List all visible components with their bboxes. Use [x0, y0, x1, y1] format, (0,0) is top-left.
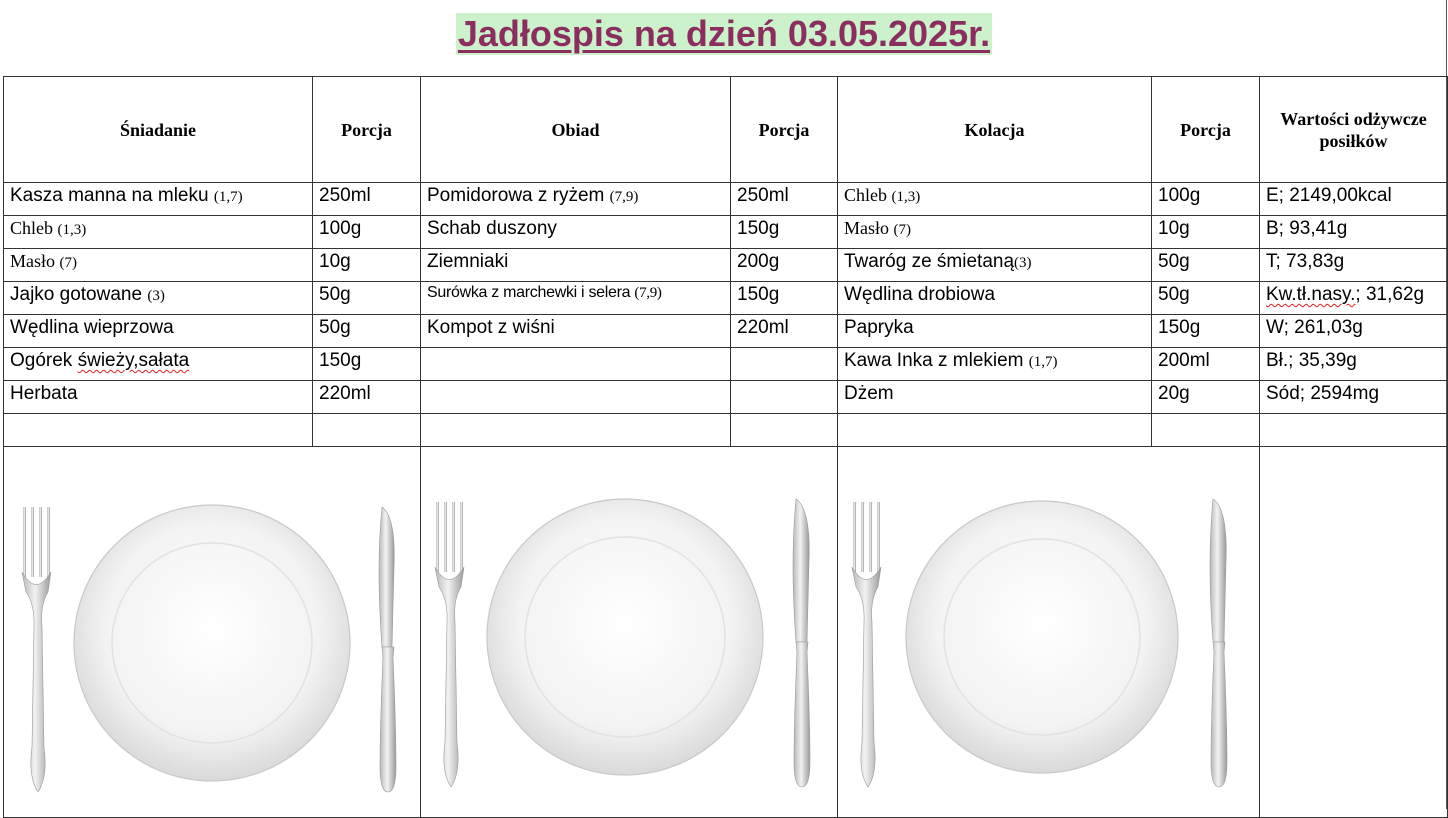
table-setting-image: [421, 447, 838, 817]
header-nutrition: Wartości odżywcze posiłków: [1260, 77, 1448, 183]
empty-row: [4, 414, 1448, 447]
dinner-item: Twaróg ze śmietaną(3): [838, 249, 1152, 282]
header-portion: Porcja: [313, 77, 421, 183]
lunch-portion: 150g: [731, 282, 838, 315]
table-row: [4, 282, 1448, 315]
allergen-code: (1,7): [1028, 354, 1058, 370]
empty-cell: [838, 414, 1152, 447]
fork-icon: [852, 502, 881, 787]
allergen-code: (7,9): [634, 285, 662, 301]
nutrition-value: T; 73,83g: [1260, 249, 1448, 282]
lunch-portion: [731, 348, 838, 381]
breakfast-item: Herbata: [4, 381, 313, 414]
table-row: [4, 348, 1448, 381]
table-row: [4, 381, 1448, 414]
allergen-code: (1,3): [57, 222, 87, 238]
nutrition-value: W; 261,03g: [1260, 315, 1448, 348]
knife-icon: [793, 499, 810, 787]
allergen-code: (1,7): [213, 189, 243, 205]
lunch-item: Kompot z wiśni: [421, 315, 731, 348]
dinner-item: Chleb (1,3): [838, 183, 1152, 216]
empty-image-cell: [1260, 447, 1448, 818]
image-row: [4, 447, 1448, 818]
header-dinner: Kolacja: [838, 77, 1152, 183]
dinner-portion: 20g: [1152, 381, 1260, 414]
dinner-portion: 50g: [1152, 249, 1260, 282]
header-portion: Porcja: [731, 77, 838, 183]
dinner-item: Kawa Inka z mlekiem (1,7): [838, 348, 1152, 381]
dinner-item: Papryka: [838, 315, 1152, 348]
lunch-portion: 250ml: [731, 183, 838, 216]
breakfast-image-cell: [4, 447, 421, 818]
breakfast-item: Kasza manna na mleku (1,7): [4, 183, 313, 216]
plate-icon: [74, 505, 350, 781]
breakfast-item: Masło (7): [4, 249, 313, 282]
allergen-code: (1,3): [891, 189, 921, 205]
allergen-code: (7,9): [609, 189, 639, 205]
allergen-code: (3): [1014, 255, 1032, 271]
allergen-code: (7): [59, 255, 77, 271]
breakfast-item: Wędlina wieprzowa: [4, 315, 313, 348]
nutrition-value: Bł.; 35,39g: [1260, 348, 1448, 381]
header-breakfast: Śniadanie: [4, 77, 313, 183]
table-row: [4, 183, 1448, 216]
lunch-item: Schab duszony: [421, 216, 731, 249]
allergen-code: (3): [147, 288, 165, 304]
breakfast-item: Ogórek świeży,sałata: [4, 348, 313, 381]
dinner-portion: 200ml: [1152, 348, 1260, 381]
allergen-code: (7): [893, 222, 911, 238]
breakfast-portion: 50g: [313, 315, 421, 348]
header-row: [4, 77, 1448, 183]
lunch-portion: 220ml: [731, 315, 838, 348]
dinner-portion: 150g: [1152, 315, 1260, 348]
nutrition-value: E; 2149,00kcal: [1260, 183, 1448, 216]
empty-cell: [1260, 414, 1448, 447]
dinner-item: Wędlina drobiowa: [838, 282, 1152, 315]
lunch-portion: [731, 381, 838, 414]
lunch-item: Surówka z marchewki i selera (7,9): [421, 282, 731, 315]
header-lunch: Obiad: [421, 77, 731, 183]
knife-icon: [1210, 499, 1227, 787]
lunch-portion: 200g: [731, 249, 838, 282]
breakfast-item: Chleb (1,3): [4, 216, 313, 249]
nutrition-value: Sód; 2594mg: [1260, 381, 1448, 414]
knife-icon: [379, 507, 396, 792]
lunch-portion: 150g: [731, 216, 838, 249]
fork-icon: [22, 507, 51, 792]
dinner-portion: 50g: [1152, 282, 1260, 315]
empty-cell: [731, 414, 838, 447]
empty-cell: [421, 414, 731, 447]
breakfast-portion: 50g: [313, 282, 421, 315]
dinner-portion: 100g: [1152, 183, 1260, 216]
lunch-item: [421, 348, 731, 381]
plate-icon: [906, 501, 1178, 773]
dinner-image-cell: [838, 447, 1260, 818]
lunch-image-cell: [421, 447, 838, 818]
header-portion: Porcja: [1152, 77, 1260, 183]
menu-table: [3, 76, 1448, 818]
table-setting-image: [838, 447, 1259, 817]
fork-icon: [435, 502, 464, 787]
empty-cell: [4, 414, 313, 447]
dinner-item: Dżem: [838, 381, 1152, 414]
table-row: [4, 315, 1448, 348]
breakfast-item: Jajko gotowane (3): [4, 282, 313, 315]
breakfast-portion: 220ml: [313, 381, 421, 414]
table-row: [4, 216, 1448, 249]
table-setting-image: [4, 447, 421, 817]
lunch-item: Pomidorowa z ryżem (7,9): [421, 183, 731, 216]
nutrition-value: Kw.tł.nasy.; 31,62g: [1260, 282, 1448, 315]
empty-cell: [313, 414, 421, 447]
nutrition-value: B; 93,41g: [1260, 216, 1448, 249]
empty-cell: [1152, 414, 1260, 447]
breakfast-portion: 250ml: [313, 183, 421, 216]
breakfast-portion: 150g: [313, 348, 421, 381]
lunch-item: [421, 381, 731, 414]
dinner-portion: 10g: [1152, 216, 1260, 249]
dinner-item: Masło (7): [838, 216, 1152, 249]
lunch-item: Ziemniaki: [421, 249, 731, 282]
title-area: [0, 0, 1448, 70]
breakfast-portion: 10g: [313, 249, 421, 282]
plate-icon: [487, 499, 763, 775]
page-title: Jadłospis na dzień 03.05.2025r.: [457, 13, 991, 54]
table-row: [4, 249, 1448, 282]
breakfast-portion: 100g: [313, 216, 421, 249]
